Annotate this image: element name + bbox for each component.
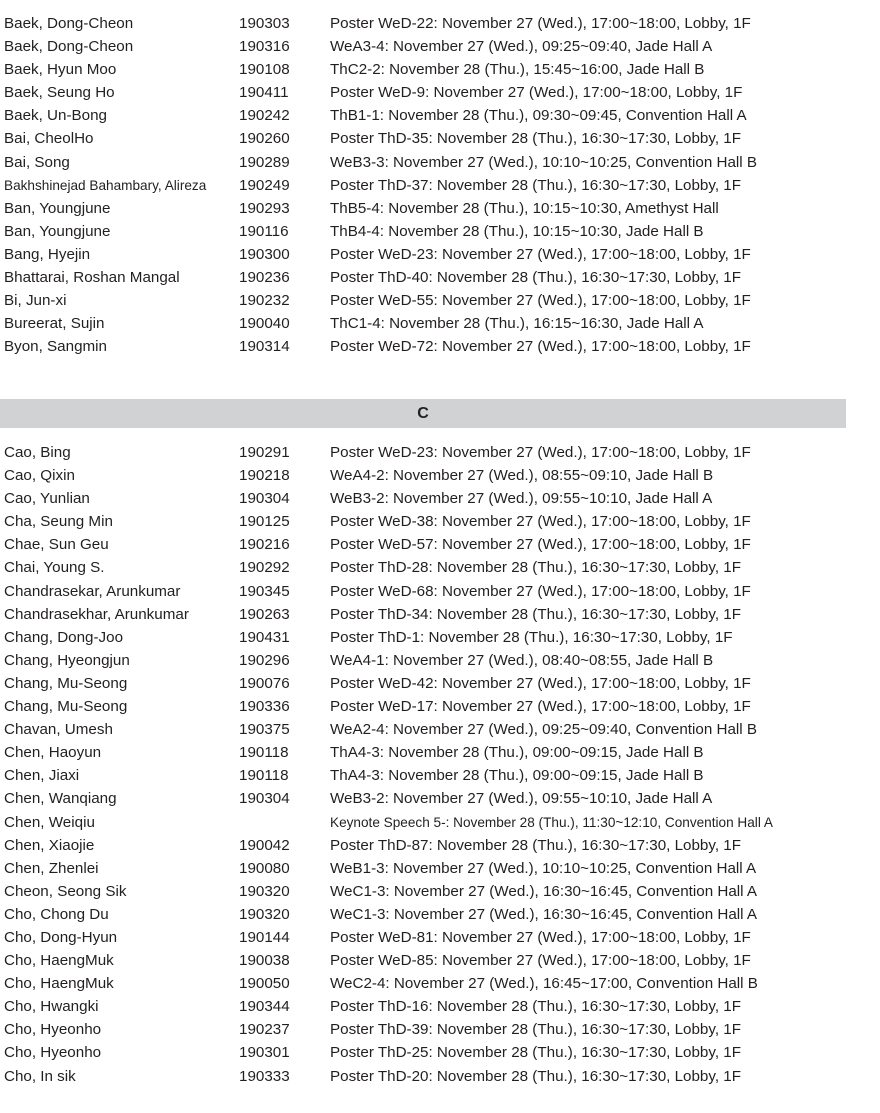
paper-id: 190144	[239, 928, 290, 946]
author-row	[0, 197, 880, 220]
author-row	[0, 243, 880, 266]
paper-id: 190304	[239, 490, 290, 508]
session-info: Poster WeD-17: November 27 (Wed.), 17:00~18:00, Lobby, 1F	[330, 698, 751, 716]
session-info: WeB1-3: November 27 (Wed.), 10:10~10:25, Convention Hall A	[330, 859, 757, 877]
paper-id: 190232	[239, 292, 290, 310]
author-name: Chang, Hyeongjun	[4, 651, 130, 669]
author-row	[0, 603, 880, 626]
paper-id: 190303	[239, 15, 290, 32]
author-row	[0, 741, 880, 764]
author-name: Bi, Jun-xi	[4, 292, 67, 310]
paper-id: 190080	[239, 859, 290, 877]
author-name: Cheon, Seong Sik	[4, 882, 127, 900]
paper-id: 190333	[239, 1067, 290, 1085]
session-info: WeB3-3: November 27 (Wed.), 10:10~10:25, Convention Hall B	[330, 153, 758, 171]
paper-id: 190218	[239, 467, 290, 485]
author-name: Ban, Youngjune	[4, 222, 111, 240]
author-name: Baek, Un-Bong	[4, 107, 107, 125]
session-info: Poster WeD-9: November 27 (Wed.), 17:00~18:00, Lobby, 1F	[330, 84, 743, 102]
author-row	[0, 857, 880, 880]
paper-id: 190038	[239, 952, 290, 970]
session-info: Poster ThD-16: November 28 (Thu.), 16:30~17:30, Lobby, 1F	[330, 998, 741, 1016]
session-info: WeC1-3: November 27 (Wed.), 16:30~16:45, Convention Hall A	[330, 905, 758, 923]
session-info: Poster ThD-35: November 28 (Thu.), 16:30~17:30, Lobby, 1F	[330, 130, 741, 148]
author-name: Cao, Yunlian	[4, 490, 90, 508]
author-row	[0, 1018, 880, 1041]
author-row	[0, 811, 880, 834]
author-name: Chavan, Umesh	[4, 721, 113, 739]
author-name: Chai, Young S.	[4, 559, 105, 577]
author-name: Chen, Zhenlei	[4, 859, 99, 877]
author-row	[0, 880, 880, 903]
session-info: ThC2-2: November 28 (Thu.), 15:45~16:00, Jade Hall B	[330, 61, 705, 79]
paper-id: 190118	[239, 767, 289, 785]
author-name: Baek, Dong-Cheon	[4, 15, 134, 32]
session-info: ThA4-3: November 28 (Thu.), 09:00~09:15, Jade Hall B	[330, 767, 704, 785]
author-name: Baek, Seung Ho	[4, 84, 115, 102]
paper-id: 190108	[239, 61, 290, 79]
session-info: Poster WeD-57: November 27 (Wed.), 17:00~18:00, Lobby, 1F	[330, 536, 751, 554]
session-info: ThC1-4: November 28 (Thu.), 16:15~16:30, Jade Hall A	[330, 315, 704, 333]
author-row	[0, 1041, 880, 1064]
paper-id: 190050	[239, 975, 290, 993]
author-row	[0, 266, 880, 289]
author-name: Cho, Hwangki	[4, 998, 99, 1016]
session-info: WeA2-4: November 27 (Wed.), 09:25~09:40, Convention Hall B	[330, 721, 758, 739]
paper-id: 190116	[239, 222, 289, 240]
author-row	[0, 695, 880, 718]
author-row	[0, 1065, 880, 1088]
author-row	[0, 104, 880, 127]
author-row	[0, 672, 880, 695]
paper-id: 190237	[239, 1021, 290, 1039]
session-info: Poster WeD-22: November 27 (Wed.), 17:00~18:00, Lobby, 1F	[330, 15, 751, 32]
session-info: Poster ThD-34: November 28 (Thu.), 16:30~17:30, Lobby, 1F	[330, 605, 741, 623]
session-info: Poster WeD-23: November 27 (Wed.), 17:00~18:00, Lobby, 1F	[330, 444, 751, 461]
paper-id: 190293	[239, 199, 290, 217]
session-info: Poster WeD-68: November 27 (Wed.), 17:00~18:00, Lobby, 1F	[330, 582, 751, 600]
paper-id: 190345	[239, 582, 290, 600]
author-name: Cha, Seung Min	[4, 513, 113, 531]
session-info: Poster WeD-81: November 27 (Wed.), 17:00~18:00, Lobby, 1F	[330, 928, 751, 946]
session-info: Poster ThD-28: November 28 (Thu.), 16:30~17:30, Lobby, 1F	[330, 559, 741, 577]
author-name: Chen, Wanqiang	[4, 790, 117, 808]
session-info: Poster ThD-1: November 28 (Thu.), 16:30~17:30, Lobby, 1F	[330, 628, 733, 646]
author-row	[0, 718, 880, 741]
author-row	[0, 312, 880, 335]
paper-id: 190304	[239, 790, 290, 808]
author-row	[0, 81, 880, 104]
author-list-b	[0, 12, 880, 358]
author-row	[0, 626, 880, 649]
author-row	[0, 464, 880, 487]
author-list-c	[0, 441, 880, 1088]
author-row	[0, 174, 880, 197]
paper-id: 190301	[239, 1044, 290, 1062]
paper-id: 190260	[239, 130, 290, 148]
author-name: Cho, In sik	[4, 1067, 76, 1085]
session-info: WeC2-4: November 27 (Wed.), 16:45~17:00, Convention Hall B	[330, 975, 758, 993]
paper-id: 190289	[239, 153, 290, 171]
author-row	[0, 510, 880, 533]
author-row	[0, 533, 880, 556]
paper-id: 190263	[239, 605, 290, 623]
session-info: Poster WeD-85: November 27 (Wed.), 17:00~18:00, Lobby, 1F	[330, 952, 751, 970]
session-info: Poster ThD-39: November 28 (Thu.), 16:30~17:30, Lobby, 1F	[330, 1021, 741, 1039]
session-info: ThB5-4: November 28 (Thu.), 10:15~10:30, Amethyst Hall	[330, 199, 719, 217]
author-name: Ban, Youngjune	[4, 199, 111, 217]
author-name: Bang, Hyejin	[4, 245, 91, 263]
author-name: Byon, Sangmin	[4, 338, 107, 356]
paper-id: 190375	[239, 721, 290, 739]
author-name: Chang, Mu-Seong	[4, 698, 128, 716]
session-info: Poster WeD-42: November 27 (Wed.), 17:00~18:00, Lobby, 1F	[330, 674, 751, 692]
session-info: ThB4-4: November 28 (Thu.), 10:15~10:30, Jade Hall B	[330, 222, 704, 240]
author-name: Cao, Qixin	[4, 467, 75, 485]
author-row	[0, 949, 880, 972]
author-row	[0, 649, 880, 672]
author-row	[0, 289, 880, 312]
author-name: Cho, HaengMuk	[4, 952, 114, 970]
session-info: ThB1-1: November 28 (Thu.), 09:30~09:45, Convention Hall A	[330, 107, 747, 125]
paper-id: 190316	[239, 38, 290, 56]
paper-id: 190042	[239, 836, 290, 854]
session-info: ThA4-3: November 28 (Thu.), 09:00~09:15, Jade Hall B	[330, 744, 704, 762]
author-name: Chen, Weiqiu	[4, 813, 95, 831]
author-name: Chang, Mu-Seong	[4, 674, 128, 692]
paper-id: 190291	[239, 444, 290, 461]
paper-id: 190292	[239, 559, 290, 577]
author-row	[0, 764, 880, 787]
session-info: Poster ThD-37: November 28 (Thu.), 16:30~17:30, Lobby, 1F	[330, 176, 741, 194]
session-info: Poster WeD-23: November 27 (Wed.), 17:00~18:00, Lobby, 1F	[330, 245, 751, 263]
author-row	[0, 787, 880, 810]
session-info: WeA4-2: November 27 (Wed.), 08:55~09:10, Jade Hall B	[330, 467, 714, 485]
paper-id: 190300	[239, 245, 290, 263]
author-row	[0, 487, 880, 510]
session-info: WeB3-2: November 27 (Wed.), 09:55~10:10, Jade Hall A	[330, 790, 713, 808]
session-info: Poster WeD-55: November 27 (Wed.), 17:00~18:00, Lobby, 1F	[330, 292, 751, 310]
session-info: Poster ThD-40: November 28 (Thu.), 16:30~17:30, Lobby, 1F	[330, 269, 741, 287]
author-row	[0, 12, 880, 35]
author-name: Chandrasekhar, Arunkumar	[4, 605, 189, 623]
author-name: Cho, HaengMuk	[4, 975, 114, 993]
author-row	[0, 151, 880, 174]
author-row	[0, 995, 880, 1018]
session-info: Poster WeD-38: November 27 (Wed.), 17:00~18:00, Lobby, 1F	[330, 513, 751, 531]
paper-id: 190431	[239, 628, 290, 646]
author-name: Bai, CheolHo	[4, 130, 94, 148]
author-name: Bureerat, Sujin	[4, 315, 105, 333]
session-info: Poster ThD-87: November 28 (Thu.), 16:30~17:30, Lobby, 1F	[330, 836, 741, 854]
author-row	[0, 903, 880, 926]
author-row	[0, 58, 880, 81]
paper-id: 190040	[239, 315, 290, 333]
session-info: WeA3-4: November 27 (Wed.), 09:25~09:40, Jade Hall A	[330, 38, 713, 56]
author-row	[0, 556, 880, 579]
paper-id: 190076	[239, 674, 290, 692]
author-name: Cho, Hyeonho	[4, 1044, 102, 1062]
paper-id: 190314	[239, 338, 290, 356]
paper-id: 190411	[239, 84, 289, 102]
paper-id: 190236	[239, 269, 290, 287]
author-row	[0, 441, 880, 464]
session-info: Poster ThD-25: November 28 (Thu.), 16:30~17:30, Lobby, 1F	[330, 1044, 741, 1062]
author-name: Chen, Xiaojie	[4, 836, 95, 854]
paper-id: 190249	[239, 176, 290, 194]
author-row	[0, 834, 880, 857]
author-name: Baek, Hyun Moo	[4, 61, 117, 79]
author-name: Bai, Song	[4, 153, 70, 171]
author-name: Chen, Jiaxi	[4, 767, 80, 785]
author-row	[0, 335, 880, 358]
author-name: Baek, Dong-Cheon	[4, 38, 134, 56]
author-name: Bhattarai, Roshan Mangal	[4, 269, 180, 287]
author-name: Chandrasekar, Arunkumar	[4, 582, 181, 600]
paper-id: 190125	[239, 513, 290, 531]
author-name: Bakhshinejad Bahambary, Alireza	[4, 177, 207, 193]
paper-id: 190216	[239, 536, 290, 554]
author-name: Cho, Hyeonho	[4, 1021, 102, 1039]
author-row	[0, 35, 880, 58]
session-info: WeA4-1: November 27 (Wed.), 08:40~08:55, Jade Hall B	[330, 651, 714, 669]
author-name: Cho, Chong Du	[4, 905, 109, 923]
session-info: WeC1-3: November 27 (Wed.), 16:30~16:45, Convention Hall A	[330, 882, 758, 900]
paper-id: 190320	[239, 882, 290, 900]
session-info: Keynote Speech 5-: November 28 (Thu.), 11:30~12:10, Convention Hall A	[330, 814, 773, 830]
author-row	[0, 220, 880, 243]
session-info: WeB3-2: November 27 (Wed.), 09:55~10:10, Jade Hall A	[330, 490, 713, 508]
author-row	[0, 127, 880, 150]
author-name: Chae, Sun Geu	[4, 536, 109, 554]
author-name: Chang, Dong-Joo	[4, 628, 124, 646]
section-header-c	[0, 399, 846, 428]
author-row	[0, 926, 880, 949]
session-info: Poster WeD-72: November 27 (Wed.), 17:00~18:00, Lobby, 1F	[330, 338, 751, 356]
paper-id: 190336	[239, 698, 290, 716]
paper-id: 190242	[239, 107, 290, 125]
author-name: Chen, Haoyun	[4, 744, 102, 762]
paper-id: 190344	[239, 998, 290, 1016]
paper-id: 190296	[239, 651, 290, 669]
paper-id: 190320	[239, 905, 290, 923]
author-row	[0, 580, 880, 603]
author-row	[0, 972, 880, 995]
section-letter: C	[417, 405, 429, 422]
author-name: Cao, Bing	[4, 444, 71, 461]
paper-id: 190118	[239, 744, 289, 762]
author-name: Cho, Dong-Hyun	[4, 928, 118, 946]
session-info: Poster ThD-20: November 28 (Thu.), 16:30~17:30, Lobby, 1F	[330, 1067, 741, 1085]
